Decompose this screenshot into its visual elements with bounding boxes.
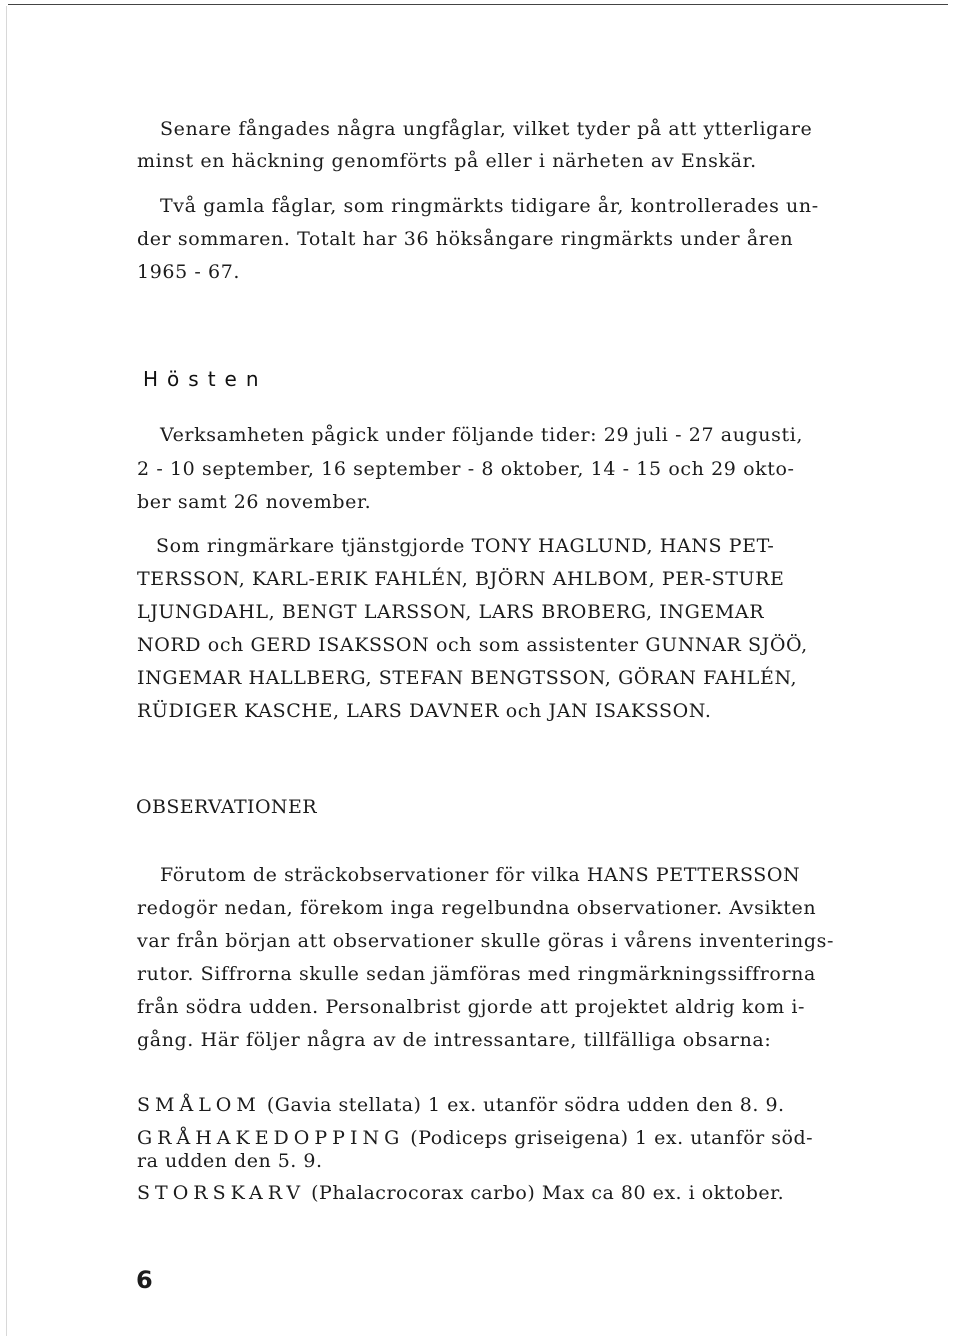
species-entry-smalom: [137, 1094, 785, 1116]
hosten-para-b-line-2: TERSSON, KARL-ERIK FAHLÉN, BJÖRN AHLBOM, PER-STURE: [137, 568, 785, 590]
top-rule: [8, 4, 948, 5]
species-entry-storskarv: [137, 1182, 784, 1204]
species-detail: (Gavia stellata) 1 ex. utanför södra udden den 8. 9.: [266, 1094, 785, 1116]
hosten-para-b-line-4: NORD och GERD ISAKSSON och som assistenter GUNNAR SJÖÖ,: [137, 634, 808, 656]
hosten-para-a-line-3: ber samt 26 november.: [137, 491, 372, 513]
para1-line-5: 1965 - 67.: [137, 261, 241, 283]
species-detail: (Phalacrocorax carbo) Max ca 80 ex. i oktober.: [311, 1182, 785, 1204]
section-heading-observationer: OBSERVATIONER: [136, 796, 317, 818]
obs-line-4: rutor. Siffrorna skulle sedan jämföras med ringmärkningssiffrorna: [137, 963, 816, 985]
hosten-para-b-line-1: Som ringmärkare tjänstgjorde TONY HAGLUND, HANS PET-: [156, 535, 775, 557]
hosten-para-a-line-2: 2 - 10 september, 16 september - 8 oktober, 14 - 15 och 29 okto-: [137, 458, 795, 480]
species-name: SMÅLOM: [137, 1094, 261, 1116]
para1-line-1: Senare fångades några ungfåglar, vilket tyder på att ytterligare: [160, 118, 813, 140]
species-detail-continued: ra udden den 5. 9.: [137, 1150, 323, 1172]
page-number: 6: [136, 1266, 153, 1294]
obs-line-1: Förutom de sträckobservationer för vilka HANS PETTERSSON: [160, 864, 801, 886]
scan-edge: [6, 6, 7, 1336]
species-name: GRÅHAKEDOPPING: [137, 1127, 405, 1149]
para1-line-2: minst en häckning genomförts på eller i närheten av Enskär.: [137, 150, 757, 172]
hosten-para-b-line-3: LJUNGDAHL, BENGT LARSSON, LARS BROBERG, INGEMAR: [137, 601, 765, 623]
section-heading-hosten: Hösten: [143, 367, 268, 391]
hosten-para-b-line-5: INGEMAR HALLBERG, STEFAN BENGTSSON, GÖRAN FAHLÉN,: [137, 667, 798, 689]
species-detail: (Podiceps griseigena) 1 ex. utanför söd-: [410, 1127, 814, 1149]
species-entry-grahakedopping: [137, 1127, 813, 1149]
hosten-para-a-line-1: Verksamheten pågick under följande tider: 29 juli - 27 augusti,: [160, 424, 804, 446]
para1-line-4: der sommaren. Totalt har 36 höksångare ringmärkts under åren: [137, 228, 794, 250]
obs-line-2: redogör nedan, förekom inga regelbundna observationer. Avsikten: [137, 897, 817, 919]
obs-line-5: från södra udden. Personalbrist gjorde att projektet aldrig kom i-: [137, 996, 806, 1018]
hosten-para-b-line-6: RÜDIGER KASCHE, LARS DAVNER och JAN ISAKSSON.: [137, 700, 712, 722]
obs-line-6: gång. Här följer några av de intressantare, tillfälliga obsarna:: [137, 1029, 772, 1051]
species-name: STORSKARV: [137, 1182, 306, 1204]
para1-line-3: Två gamla fåglar, som ringmärkts tidigare år, kontrollerades un-: [160, 195, 819, 217]
obs-line-3: var från början att observationer skulle göras i vårens inventerings-: [137, 930, 835, 952]
